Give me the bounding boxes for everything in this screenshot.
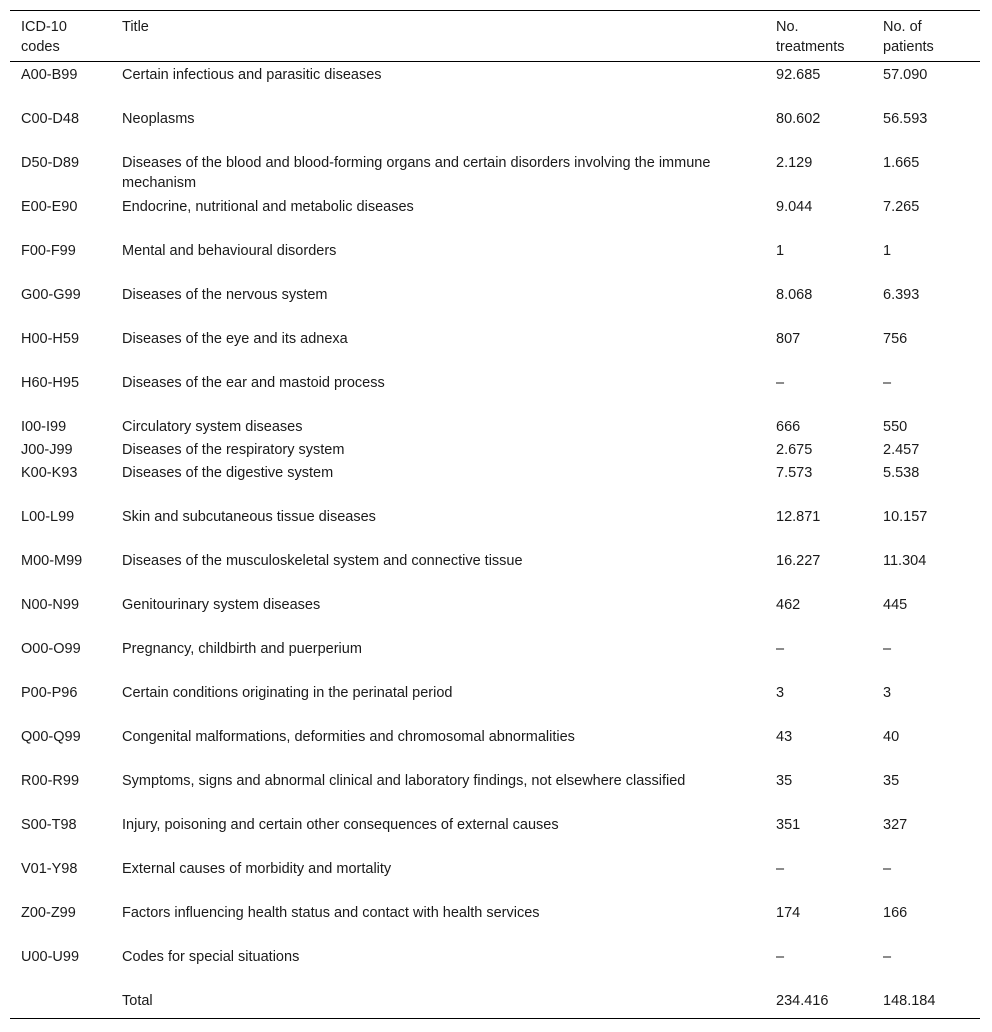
icd10-table-container: [10, 10, 980, 1019]
table-row: [10, 768, 980, 812]
cell-code: K00-K93: [21, 464, 78, 481]
icd10-table: [10, 10, 980, 1019]
cell-code: H00-H59: [21, 330, 80, 347]
cell-code: Q00-Q99: [21, 728, 81, 745]
total-label: Total: [122, 992, 153, 1009]
cell-title: Mental and behavioural disorders: [122, 242, 337, 259]
cell-title: Endocrine, nutritional and metabolic diseases: [122, 198, 414, 215]
table-row: [10, 548, 980, 592]
total-row: [10, 988, 980, 1019]
cell-treatments: 351: [776, 816, 801, 833]
cell-code: O00-O99: [21, 640, 81, 657]
table-row: [10, 238, 980, 282]
cell-treatments: 92.685: [776, 67, 821, 83]
table-row: [10, 370, 980, 414]
cell-title: External causes of morbidity and mortality: [122, 860, 392, 877]
cell-patients: 550: [883, 418, 908, 435]
cell-code: A00-B99: [21, 67, 78, 83]
cell-code: S00-T98: [21, 816, 77, 833]
cell-treatments: –: [776, 640, 785, 657]
cell-treatments: 462: [776, 596, 801, 613]
cell-title: Diseases of the musculoskeletal system and connective tissue: [122, 552, 523, 569]
cell-title: Injury, poisoning and certain other consequences of external causes: [122, 816, 559, 833]
cell-code: P00-P96: [21, 684, 78, 701]
total-patients: 148.184: [883, 992, 936, 1009]
cell-title: Factors influencing health status and contact with health services: [122, 904, 540, 921]
table-row: [10, 592, 980, 636]
cell-code: U00-U99: [21, 948, 80, 965]
cell-patients: 5.538: [883, 464, 920, 481]
cell-code: G00-G99: [21, 286, 81, 303]
table-row: [10, 900, 980, 944]
cell-code: H60-H95: [21, 374, 80, 391]
cell-title: Certain conditions originating in the perinatal period: [122, 684, 453, 701]
table-row: [10, 812, 980, 856]
table-row: [10, 282, 980, 326]
cell-code: R00-R99: [21, 772, 80, 789]
cell-patients: 6.393: [883, 286, 920, 303]
cell-patients: 56.593: [883, 110, 928, 127]
cell-title: Diseases of the digestive system: [122, 464, 334, 481]
cell-patients: –: [883, 374, 892, 391]
table-row: [10, 504, 980, 548]
cell-treatments: 2.675: [776, 441, 813, 458]
cell-treatments: 8.068: [776, 286, 813, 303]
cell-code: J00-J99: [21, 441, 73, 458]
cell-patients: 166: [883, 904, 908, 921]
cell-patients: 756: [883, 330, 908, 347]
cell-treatments: 1: [776, 242, 785, 259]
cell-patients: –: [883, 948, 892, 965]
cell-treatments: 80.602: [776, 110, 821, 127]
cell-title: Skin and subcutaneous tissue diseases: [122, 508, 376, 525]
total-treatments: 234.416: [776, 992, 829, 1009]
cell-patients: 1: [883, 242, 892, 259]
cell-title: Circulatory system diseases: [122, 418, 303, 435]
cell-treatments: 174: [776, 904, 801, 921]
cell-code: L00-L99: [21, 508, 75, 525]
cell-patients: 10.157: [883, 508, 928, 525]
table-row: [10, 106, 980, 150]
table-row: [10, 62, 980, 106]
cell-treatments: 35: [776, 772, 793, 789]
table-row: [10, 326, 980, 370]
cell-treatments: 7.573: [776, 464, 813, 481]
cell-patients: 445: [883, 596, 908, 613]
table-header-row: [10, 11, 980, 62]
cell-patients: 327: [883, 816, 908, 833]
cell-patients: –: [883, 640, 892, 657]
cell-title: Diseases of the ear and mastoid process: [122, 374, 385, 391]
cell-treatments: 12.871: [776, 508, 821, 525]
cell-code: F00-F99: [21, 242, 76, 259]
cell-title: Diseases of the blood and blood-forming organs and certain disorders involving the immune mechanism: [122, 154, 711, 191]
cell-treatments: 43: [776, 728, 793, 745]
table-row: [10, 460, 980, 504]
cell-title: Diseases of the eye and its adnexa: [122, 330, 348, 347]
table-row: [10, 680, 980, 724]
cell-title: Congenital malformations, deformities and chromosomal abnormalities: [122, 728, 575, 745]
cell-title: Diseases of the respiratory system: [122, 441, 345, 458]
cell-patients: –: [883, 860, 892, 877]
cell-code: Z00-Z99: [21, 904, 76, 921]
cell-patients: 35: [883, 772, 900, 789]
cell-code: D50-D89: [21, 154, 80, 171]
cell-patients: 11.304: [883, 552, 927, 569]
cell-code: V01-Y98: [21, 860, 78, 877]
cell-title: Symptoms, signs and abnormal clinical and laboratory findings, not elsewhere classified: [122, 772, 686, 789]
header-no-treatments: No. treatments: [776, 19, 845, 55]
cell-title: Pregnancy, childbirth and puerperium: [122, 640, 362, 657]
cell-code: E00-E90: [21, 198, 78, 215]
cell-treatments: 3: [776, 684, 785, 701]
table-row: [10, 856, 980, 900]
cell-title: Neoplasms: [122, 110, 195, 127]
cell-code: C00-D48: [21, 110, 80, 127]
cell-code: M00-M99: [21, 552, 83, 569]
cell-treatments: 2.129: [776, 154, 813, 171]
cell-treatments: 807: [776, 330, 801, 347]
table-row: [10, 944, 980, 988]
cell-code: N00-N99: [21, 596, 80, 613]
cell-treatments: 9.044: [776, 198, 813, 215]
cell-patients: 3: [883, 684, 892, 701]
cell-title: Certain infectious and parasitic diseases: [122, 67, 382, 83]
cell-patients: 2.457: [883, 441, 920, 458]
cell-title: Diseases of the nervous system: [122, 286, 328, 303]
table-row: [10, 194, 980, 238]
header-icd10-codes: ICD-10 codes: [21, 19, 67, 55]
total-code: [10, 988, 111, 1019]
cell-treatments: –: [776, 374, 785, 391]
header-title: Title: [122, 19, 149, 35]
table-row: [10, 150, 980, 194]
cell-treatments: 16.227: [776, 552, 821, 569]
cell-patients: 57.090: [883, 67, 928, 83]
cell-treatments: 666: [776, 418, 801, 435]
cell-title: Genitourinary system diseases: [122, 596, 321, 613]
cell-patients: 7.265: [883, 198, 920, 215]
cell-code: I00-I99: [21, 418, 67, 435]
cell-patients: 1.665: [883, 154, 920, 171]
cell-treatments: –: [776, 860, 785, 877]
cell-title: Codes for special situations: [122, 948, 300, 965]
table-row: [10, 724, 980, 768]
table-row: [10, 636, 980, 680]
table-row: [10, 414, 980, 437]
table-row: [10, 437, 980, 460]
cell-treatments: –: [776, 948, 785, 965]
cell-patients: 40: [883, 728, 900, 745]
header-no-patients: No. of patients: [883, 19, 934, 55]
